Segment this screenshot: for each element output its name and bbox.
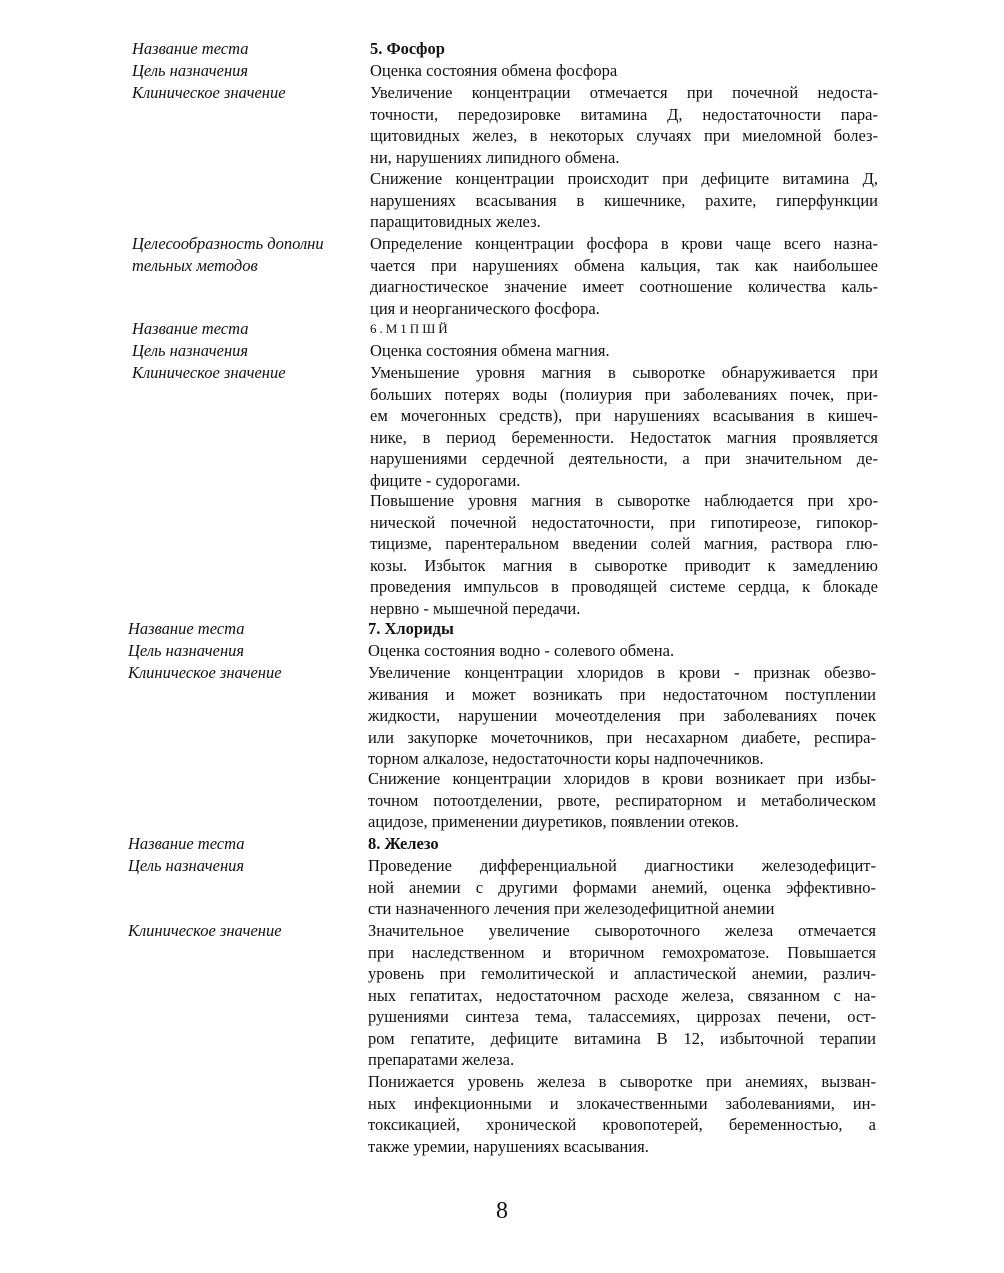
section-5-clinical-p1: Увеличение концентрации отмечается при почечной недоста- точности, передозировке витамина Д, недостаточности пара- щитовидных желез, в некоторых случаях при миеломной болез- ни, нарушениях липидного обмена. bbox=[370, 83, 878, 167]
section-5-extra-methods: Определение концентрации фосфора в крови чаще всего назна- чается при нарушениях обмена кальция, так как наибольшее диагностическое значение имеет соотношение количества каль- ция и неорганического фосфора. bbox=[370, 234, 878, 318]
label-test-name: Название теста bbox=[132, 39, 249, 58]
page-number: 8 bbox=[496, 1198, 508, 1224]
label-purpose: Цель назначения bbox=[128, 641, 245, 660]
label-test-name: Название теста bbox=[128, 619, 245, 638]
label-purpose: Цель назначения bbox=[132, 61, 249, 80]
section-7-clinical-p2: Снижение концентрации хлоридов в крови возникает при избы- точном потоотделении, рвоте, респираторном и метаболическом ацидозе, применении диуретиков, появлении отеков. bbox=[368, 769, 876, 831]
label-clinical: Клиническое значение bbox=[128, 921, 282, 940]
section-8-purpose: Проведение дифференциальной диагностики железодефицит- ной анемии с другими формами анемий, оценка эффективно- сти назначенного лечения при железодефицитной анемии bbox=[368, 856, 876, 918]
label-extra-methods: Целесообразность дополни тельных методов bbox=[132, 234, 324, 275]
section-7-clinical-p1: Увеличение концентрации хлоридов в крови - признак обезво- живания и может возникать при недостаточном поступлении жидкости, нарушении мочеотделения при заболеваниях почек или закупорке мочеточников, при несахарном диабете, респира- торном алкалозе, недостаточности коры надпочечников. bbox=[368, 663, 876, 768]
section-6-purpose: Оценка состояния обмена магния. bbox=[370, 341, 610, 360]
label-clinical: Клиническое значение bbox=[132, 363, 286, 382]
section-7-purpose: Оценка состояния водно - солевого обмена. bbox=[368, 641, 675, 660]
section-6-clinical-p2: Повышение уровня магния в сыворотке наблюдается при хро- нической почечной недостаточности, при гипотиреозе, гипокор- тицизме, парентеральном введении солей магния, раствора глю- козы. Избыток магния в сыворотке приводит к замедлению проведения импульсов в проводящей системе сердца, к блокаде нервно - мышечной передачи. bbox=[370, 491, 878, 618]
section-6-title: 6.М1ПШЙ bbox=[370, 321, 451, 336]
label-test-name: Название теста bbox=[128, 834, 245, 853]
section-6-clinical-p1: Уменьшение уровня магния в сыворотке обнаруживается при больших потерях воды (полиурия при заболеваниях почек, при- ем мочегонных средств), при нарушениях всасывания в кишеч- нике, в период беременности. Недостаток магния проявляется нарушениями сердечной деятельности, а при значительном де- фиците - судорогами. bbox=[370, 363, 878, 490]
label-test-name: Название теста bbox=[132, 319, 249, 338]
label-purpose: Цель назначения bbox=[128, 856, 245, 875]
section-7-title: 7. Хлориды bbox=[368, 619, 454, 638]
section-8-clinical-p2: Понижается уровень железа в сыворотке при анемиях, вызван- ных инфекционными и злокачественными заболеваниями, ин- токсикацией, хронической кровопотерей, беременностью, а также уремии, нарушениях всасывания. bbox=[368, 1072, 876, 1156]
section-8-title: 8. Железо bbox=[368, 834, 439, 853]
section-5-purpose: Оценка состояния обмена фосфора bbox=[370, 61, 618, 80]
label-clinical: Клиническое значение bbox=[132, 83, 286, 102]
section-5-title: 5. Фосфор bbox=[370, 39, 445, 58]
label-clinical: Клиническое значение bbox=[128, 663, 282, 682]
label-purpose: Цель назначения bbox=[132, 341, 249, 360]
section-8-clinical-p1: Значительное увеличение сывороточного железа отмечается при наследственном и вторичном гемохроматозе. Повышается уровень при гемолитической и апластической анемии, различ- ных гепатитах, недостаточном расходе железа, связанном с на- рушениями синтеза тема, талассемиях, циррозах печени, ост- ром гепатите, дефиците витамина В 12, избыточной терапии препаратами железа. bbox=[368, 921, 876, 1069]
section-5-clinical-p2: Снижение концентрации происходит при дефиците витамина Д, нарушениях всасывания в кишечнике, рахите, гиперфункции паращитовидных желез. bbox=[370, 169, 878, 231]
